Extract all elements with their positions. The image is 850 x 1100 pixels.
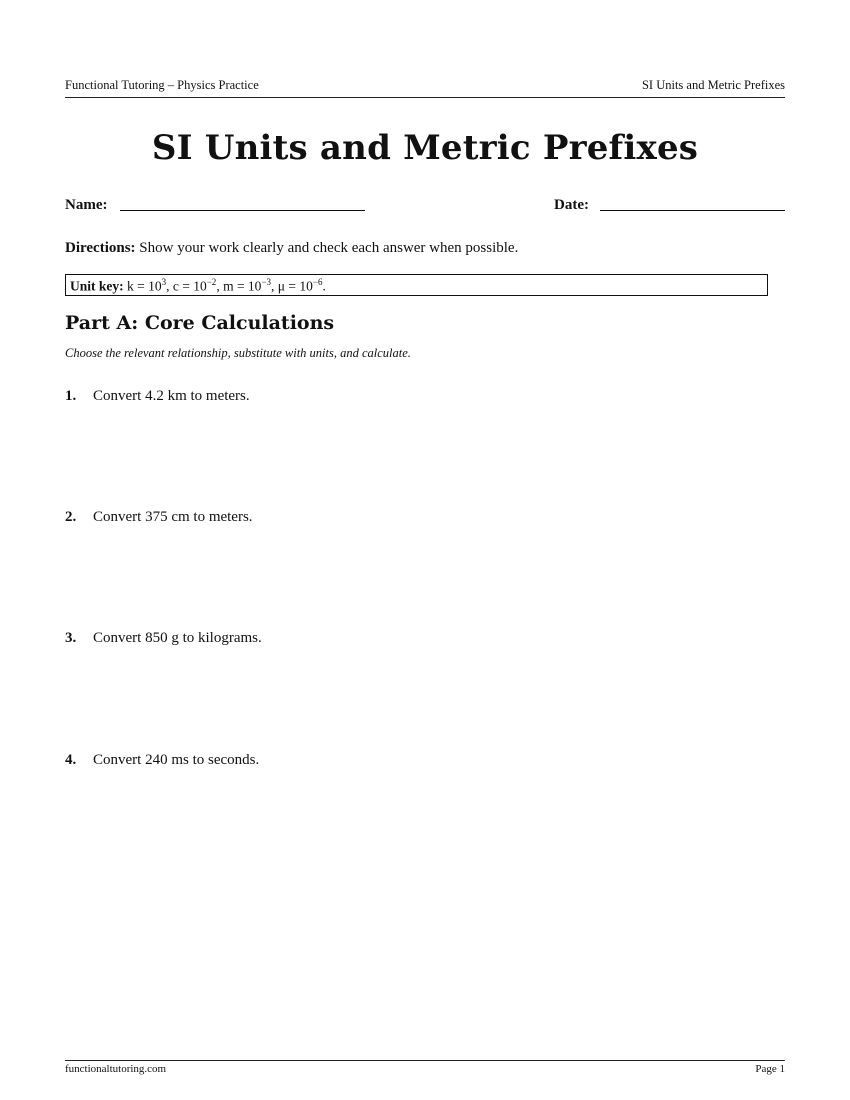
- page-footer: [65, 1060, 785, 1079]
- question-2: [65, 509, 253, 526]
- unit-key-m: , m = 10: [216, 278, 262, 294]
- header-topic-title: SI Units and Metric Prefixes: [641, 78, 785, 92]
- question-number: 2.: [65, 509, 77, 525]
- header-course-title: Functional Tutoring – Physics Practice: [65, 78, 259, 92]
- part-a-heading: Part A: Core Calculations: [65, 312, 335, 334]
- unit-key-label: Unit key:: [70, 278, 124, 294]
- unit-key-c-exp: −2: [206, 277, 217, 287]
- question-text: Convert 375 cm to meters.: [93, 509, 253, 525]
- directions-label: Directions:: [65, 240, 136, 256]
- page-header: [65, 78, 785, 98]
- unit-key-k-exp: 3: [161, 277, 167, 287]
- question-text: Convert 850 g to kilograms.: [93, 630, 262, 646]
- unit-key-c: , c = 10: [166, 278, 207, 294]
- unit-key-k: k = 10: [127, 278, 162, 294]
- name-label: Name:: [65, 197, 108, 213]
- part-a-subtitle: Choose the relevant relationship, substitute with units, and calculate.: [65, 346, 411, 360]
- date-field-line[interactable]: [600, 210, 785, 211]
- page-title: SI Units and Metric Prefixes: [151, 128, 699, 168]
- unit-key-mu: , μ = 10: [271, 278, 313, 294]
- unit-key-end: .: [322, 278, 326, 294]
- question-number: 3.: [65, 630, 77, 646]
- name-date-row: [65, 197, 785, 217]
- unit-key-mu-exp: −6: [312, 277, 323, 287]
- question-4: [65, 752, 259, 769]
- date-label: Date:: [554, 197, 589, 213]
- question-number: 4.: [65, 752, 77, 768]
- footer-page-number: Page 1: [755, 1063, 785, 1075]
- question-number: 1.: [65, 388, 77, 404]
- footer-website: functionaltutoring.com: [65, 1063, 167, 1075]
- question-3: [65, 630, 262, 647]
- name-field-line[interactable]: [120, 210, 365, 211]
- unit-key-box: [65, 274, 768, 296]
- directions: [65, 240, 518, 257]
- unit-key-m-exp: −3: [261, 277, 272, 287]
- question-1: [65, 388, 250, 405]
- directions-text: Show your work clearly and check each answer when possible.: [139, 240, 519, 256]
- question-text: Convert 240 ms to seconds.: [93, 752, 260, 768]
- question-text: Convert 4.2 km to meters.: [93, 388, 250, 404]
